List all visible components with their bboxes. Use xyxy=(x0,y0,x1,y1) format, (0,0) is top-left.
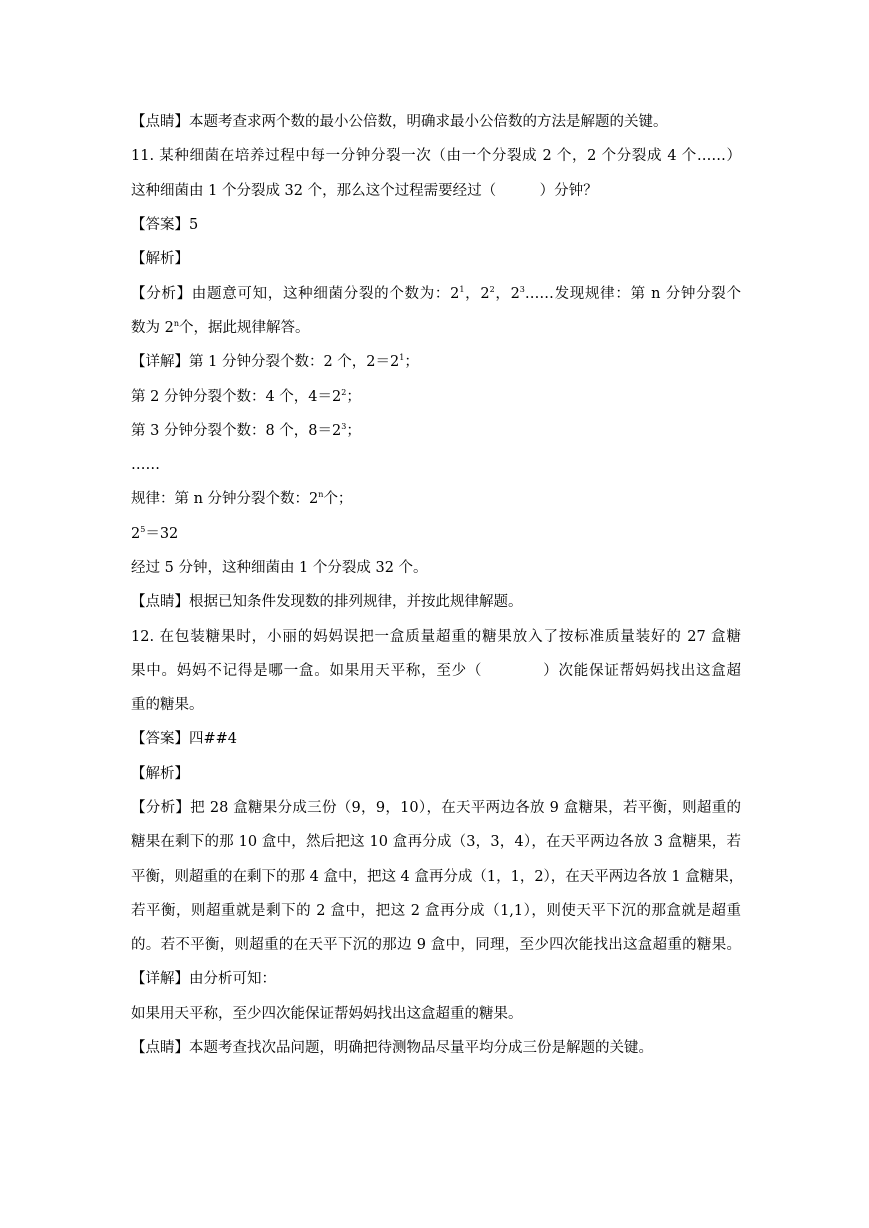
exponent: 3 xyxy=(341,422,347,431)
q12-fenxi-line-3 xyxy=(131,867,744,887)
exponent: 3 xyxy=(519,285,525,294)
exponent: n xyxy=(318,490,324,499)
answer-value: 四##4 xyxy=(189,731,238,747)
tip-tag: 【点睛】 xyxy=(131,114,189,130)
detail-text: 经过 5 分钟，这种细菌由 1 个分裂成 32 个。 xyxy=(131,560,428,576)
tip-tag: 【点睛】 xyxy=(131,1040,189,1056)
fenxi-tag: 【分析】 xyxy=(131,800,191,816)
q11-fenxi-line-2 xyxy=(131,318,741,338)
fenxi-text: ……发现规律：第 n 分钟分裂个 xyxy=(524,286,741,302)
q12-answer-line xyxy=(131,729,741,749)
detail-text: 2 xyxy=(131,526,141,542)
q11-detail-line-7 xyxy=(131,558,741,578)
question-stem: 在包装糖果时，小丽的妈妈误把一盒质量超重的糖果放入了按标准质量装好的 27 盒糖 xyxy=(159,629,741,645)
detail-tag: 【详解】 xyxy=(131,354,189,370)
detail-text: 由分析可知： xyxy=(189,971,276,987)
q12-stem-line-3 xyxy=(131,695,741,715)
question-number: 11. xyxy=(131,148,155,164)
q11-detail-line-4 xyxy=(131,455,741,475)
detail-tag: 【详解】 xyxy=(131,971,189,987)
q12-detail-line-2 xyxy=(131,1004,741,1024)
fenxi-tag: 【分析】 xyxy=(131,286,192,302)
exponent: 1 xyxy=(399,353,405,362)
q11-stem-line-1 xyxy=(131,146,741,166)
q11-detail-line-5 xyxy=(131,489,741,509)
fenxi-text: 由题意可知，这种细菌分裂的个数为：2 xyxy=(191,286,460,302)
detail-text: ＝32 xyxy=(145,526,179,542)
fenxi-text: 平衡，则超重的在剩下的那 4 盒中，把这 4 盒再分成（1，1，2），在天平两边各放 1 盒糖果， xyxy=(131,869,744,885)
answer-tag: 【答案】 xyxy=(131,217,189,233)
q11-answer-line xyxy=(131,215,741,235)
exponent: 2 xyxy=(489,285,495,294)
question-stem: 重的糖果。 xyxy=(131,697,204,713)
q11-stem-line-2 xyxy=(131,181,741,201)
q11-detail-line-1 xyxy=(131,352,741,372)
q12-fenxi-line-2 xyxy=(131,832,741,852)
fenxi-text: 把 28 盒糖果分成三份（9，9，10），在天平两边各放 9 盒糖果，若平衡，则超重的 xyxy=(190,800,742,816)
detail-text: 第 3 分钟分裂个数：8 个，8＝2 xyxy=(131,423,342,439)
detail-text: 如果用天平称，至少四次能保证帮妈妈找出这盒超重的糖果。 xyxy=(131,1006,523,1022)
exponent: 2 xyxy=(341,388,347,397)
question-stem: 这种细菌由 1 个分裂成 32 个，那么这个过程需要经过（ ）分钟？ xyxy=(131,183,598,199)
fenxi-text: 的。若不平衡，则超重的在天平下沉的那边 9 盒中，同理，至少四次能找出这盒超重的糖果。 xyxy=(131,937,741,953)
q11-analysis-heading xyxy=(131,249,741,269)
q12-detail-line-1 xyxy=(131,969,741,989)
fenxi-text: 个，据此规律解答。 xyxy=(179,320,310,336)
question-number: 12. xyxy=(131,629,155,645)
tip-text: 本题考查找次品问题，明确把待测物品尽量平均分成三份是解题的关键。 xyxy=(189,1040,653,1056)
q12-analysis-heading xyxy=(131,764,741,784)
exponent: 1 xyxy=(459,285,465,294)
analysis-tag: 【解析】 xyxy=(131,766,189,782)
detail-text: ； xyxy=(346,389,361,405)
q11-detail-line-6 xyxy=(131,524,741,544)
q10-tip-line xyxy=(131,112,741,132)
exponent: 5 xyxy=(140,525,146,534)
q12-stem-line-1 xyxy=(131,627,741,647)
fenxi-text: 数为 2 xyxy=(131,320,174,336)
tip-text: 根据已知条件发现数的排列规律，并按此规律解题。 xyxy=(189,594,523,610)
detail-text: ； xyxy=(404,354,419,370)
question-stem: 某种细菌在培养过程中每一分钟分裂一次（由一个分裂成 2 个，2 个分裂成 4 个……） xyxy=(159,148,742,164)
q11-detail-line-2 xyxy=(131,387,741,407)
detail-text: 规律：第 n 分钟分裂个数：2 xyxy=(131,491,319,507)
fenxi-text: ，2 xyxy=(494,286,520,302)
detail-text: ； xyxy=(346,423,361,439)
q11-detail-line-3 xyxy=(131,421,741,441)
detail-text: 个； xyxy=(323,491,353,507)
q12-tip-line xyxy=(131,1038,741,1058)
question-stem: 果中。妈妈不记得是哪一盒。如果用天平称，至少（ ）次能保证帮妈妈找出这盒超 xyxy=(131,663,741,679)
tip-tag: 【点睛】 xyxy=(131,594,189,610)
q12-fenxi-line-4 xyxy=(131,901,741,921)
fenxi-text: 糖果在剩下的那 10 盒中，然后把这 10 盒再分成（3，3，4），在天平两边各放 3 盒糖果，若 xyxy=(131,834,741,850)
fenxi-text: ，2 xyxy=(464,286,490,302)
analysis-tag: 【解析】 xyxy=(131,251,189,267)
fenxi-text: 若平衡，则超重就是剩下的 2 盒中，把这 2 盒再分成（1,1），则使天平下沉的那盒就是超重 xyxy=(131,903,741,919)
q12-fenxi-line-5 xyxy=(131,935,741,955)
tip-text: 本题考查求两个数的最小公倍数，明确求最小公倍数的方法是解题的关键。 xyxy=(189,114,668,130)
q11-fenxi-line-1 xyxy=(131,284,741,304)
detail-text: …… xyxy=(131,457,160,473)
detail-text: 第 2 分钟分裂个数：4 个，4＝2 xyxy=(131,389,342,405)
q12-fenxi-line-1 xyxy=(131,798,741,818)
answer-tag: 【答案】 xyxy=(131,731,189,747)
detail-text: 第 1 分钟分裂个数：2 个，2＝2 xyxy=(189,354,400,370)
q11-tip-line xyxy=(131,592,741,612)
exponent: n xyxy=(173,319,179,328)
q12-stem-line-2 xyxy=(131,661,741,681)
answer-value: 5 xyxy=(189,217,199,233)
